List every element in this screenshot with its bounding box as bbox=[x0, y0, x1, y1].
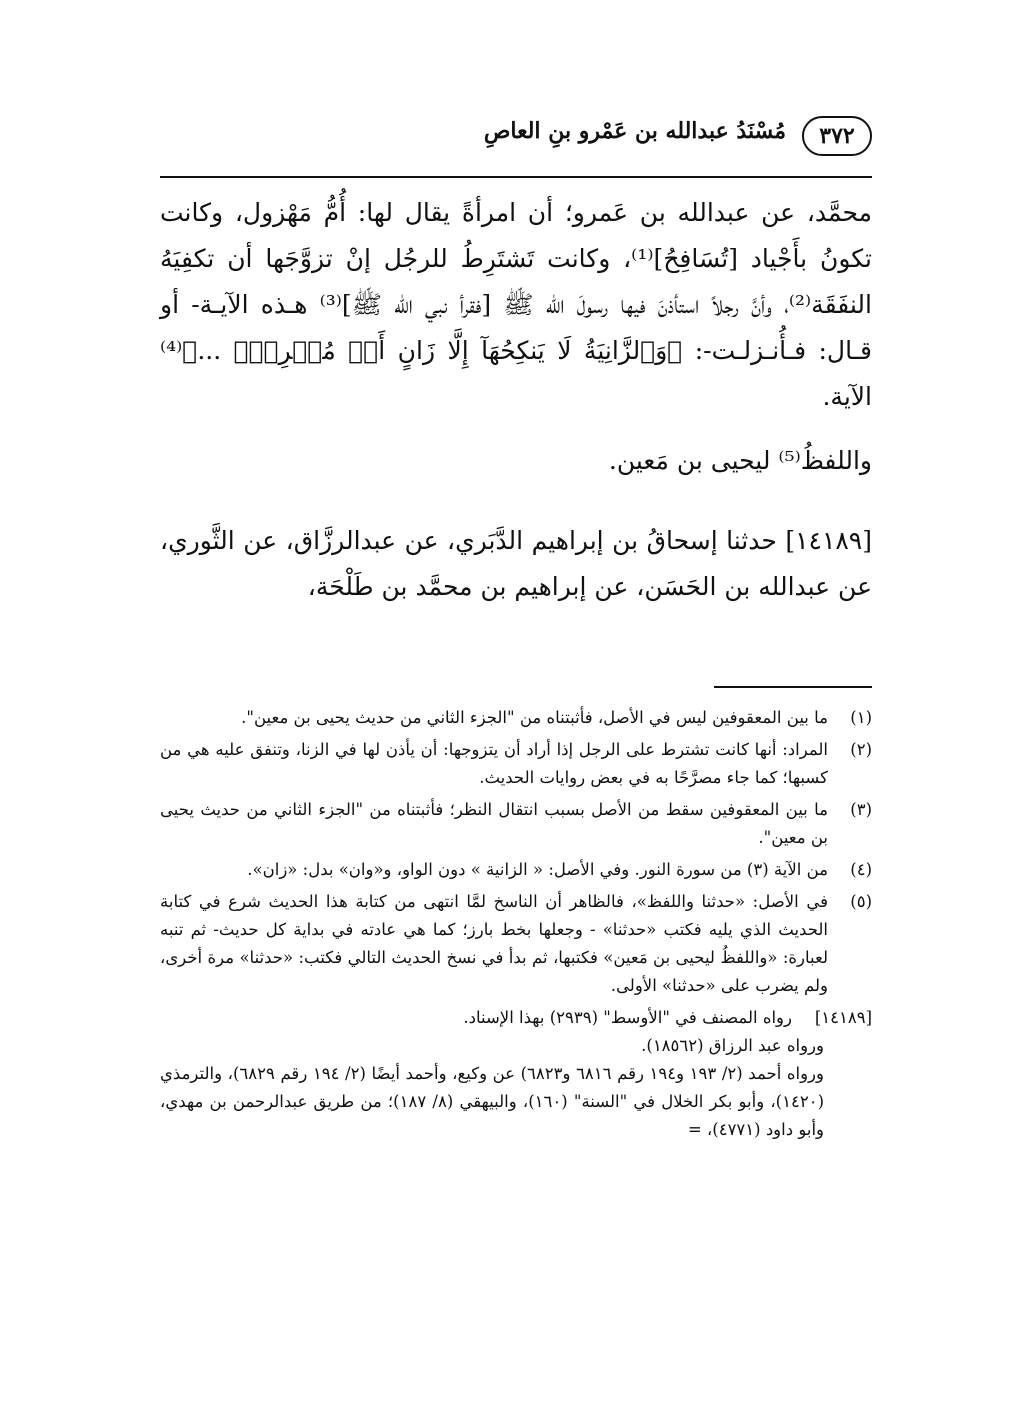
footnote-number: (٥) bbox=[850, 892, 872, 911]
takhrij-ref-number: [١٤١٨٩] bbox=[814, 1008, 872, 1027]
footnote-number: (٢) bbox=[850, 740, 872, 759]
hadith-14189-paragraph: [١٤١٨٩] حدثنا إسحاقُ بن إبراهيم الدَّبَري، عن عبدالرزَّاق، عن الثَّوري، عن عبدالله بن الحَسَن، عن إبراهيم بن محمَّد بن طَلْحَة، bbox=[160, 526, 872, 601]
footnote-text: في الأصل: «حدثنا واللفظ»، فالظاهر أن الناسخ لمَّا انتهى من كتابة هذا الحديث شرع في كتابة الحديث الذي يليه فكتب «حدثنا» - وجعلها بخط بارز؛ كما هي عادته في بداية كل حديث- ثم تنبه لعبارة: «واللفظُ ليحيى بن مَعين» فكتبها، ثم بدأ في نسخ الحديث التالي فكتب: «حدثنا» مرة أخرى، ولم يضرب على «حدثنا» الأولى. bbox=[160, 892, 828, 995]
page-number-badge: ٣٧٢ bbox=[802, 116, 872, 156]
footnote-2 bbox=[160, 736, 872, 792]
footnote-number: (١) bbox=[850, 708, 872, 727]
main-text bbox=[160, 190, 872, 610]
hadith-paragraph: محمَّد، عن عبدالله بن عَمرو؛ أن امرأةً يقال لها: أُمُّ مَهْزول، وكانت تكونُ بأَجْياد [تُسَافِحُ]⁽¹⁾، وكانت تَشتَرِطُ للرجُل إنْ تزوَّجَها أن تكفِيَهُ النفَقَة⁽²⁾، وأنَّ رجلاً استأذنَ فيها رسولَ الله ﷺ [فقرأ نبي الله ﷺ]⁽³⁾ هـذه الآيـة- أو قـال: فـأُنـزلـت-: ﴿وَٱلزَّانِيَةُ لَا يَنكِحُهَآ إِلَّا زَانٍ أَوۡ مُشۡرِكٌۚ ...﴾⁽⁴⁾ الآية. bbox=[160, 198, 872, 411]
footnotes bbox=[160, 704, 872, 1144]
footnote-number: (٣) bbox=[850, 800, 872, 819]
footnote-text: المراد: أنها كانت تشترط على الرجل إذا أراد أن يتزوجها: أن يأذن لها في الزنا، وتنفق عليه هي من كسبها؛ كما جاء مصرَّحًا به في بعض روايات الحديث. bbox=[160, 740, 828, 787]
running-title: مُسْنَدُ عبدالله بن عَمْرو بنِ العاصِ bbox=[483, 118, 786, 144]
takhrij-section bbox=[160, 1004, 872, 1144]
footnote-5 bbox=[160, 888, 872, 1000]
takhrij-line: ورواه عبد الرزاق (١٨٥٦٢). bbox=[641, 1036, 824, 1055]
takhrij-line: ورواه أحمد (٢/ ١٩٣ و١٩٤ رقم ٦٨١٦ و٦٨٢٣) عن وكيع، وأحمد أيضًا (٢/ ١٩٤ رقم ٦٨٢٩)، والترمذي (١٤٢٠)، وأبو بكر الخلال في "السنة" (١٦٠)، والبيهقي (٨/ ١٨٧)؛ من طريق عبدالرحمن بن مهدي، وأبو داود (٤٧٧١)، = bbox=[160, 1064, 825, 1139]
footnote-separator bbox=[714, 686, 872, 688]
footnote-text: ما بين المعقوفين سقط من الأصل بسبب انتقال النظر؛ فأثبتناه من "الجزء الثاني من حديث يحيى بن معين". bbox=[160, 800, 828, 847]
takhrij-text: رواه المصنف في "الأوسط" (٢٩٣٩) بهذا الإسناد. bbox=[463, 1008, 792, 1027]
page-header bbox=[160, 116, 872, 174]
takhrij-first-line bbox=[160, 1004, 872, 1032]
footnote-number: (٤) bbox=[850, 860, 872, 879]
footnote-1 bbox=[160, 704, 872, 732]
footnote-text: من الآية (٣) من سورة النور. وفي الأصل: « الزانية » دون الواو، و«وان» بدل: «زان». bbox=[247, 860, 828, 879]
footnote-4 bbox=[160, 856, 872, 884]
footnote-3 bbox=[160, 796, 872, 852]
footnote-text: ما بين المعقوفين ليس في الأصل، فأثبتناه من "الجزء الثاني من حديث يحيى بن معين". bbox=[241, 708, 828, 727]
lafz-note-paragraph: واللفظُ⁽⁵⁾ ليحيى بن مَعين. bbox=[608, 446, 872, 475]
header-rule bbox=[160, 176, 872, 178]
